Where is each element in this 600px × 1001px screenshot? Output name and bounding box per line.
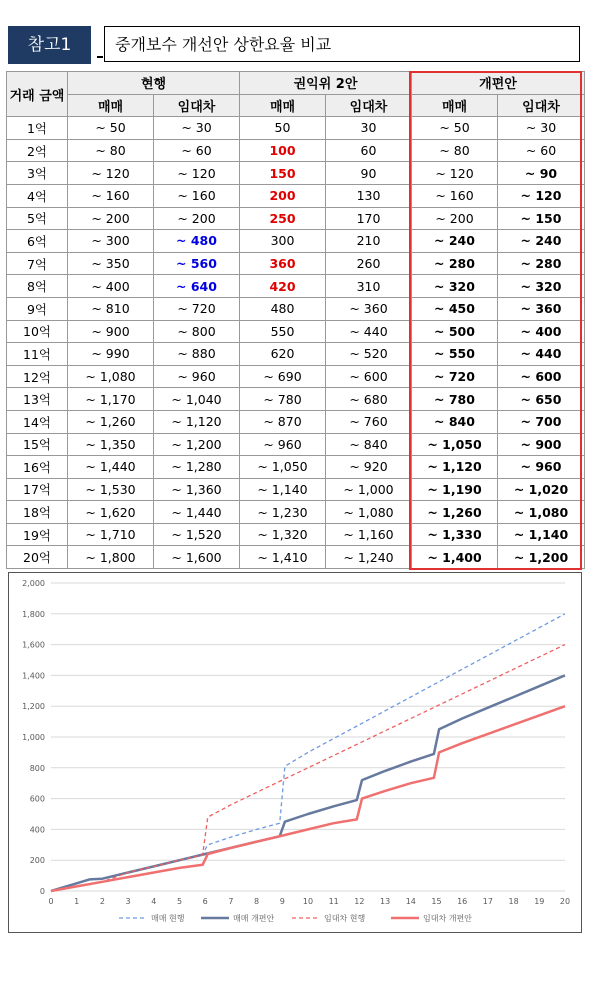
amount-cell: 4억 [7,184,68,207]
fee-cell: ~ 360 [326,297,412,320]
x-tick-label: 10 [302,897,314,906]
fee-cell: ~ 550 [412,343,498,366]
fee-cell: ~ 60 [498,139,585,162]
x-tick-label: 7 [228,897,234,906]
y-tick-label: 1,600 [22,640,45,650]
header-divider [97,56,103,58]
legend-label: 임대차 개편안 [423,914,472,923]
fee-cell: 50 [240,117,326,140]
fee-cell: 480 [240,297,326,320]
sub-header-lease: 임대차 [154,94,240,117]
fee-cell: ~ 300 [68,230,154,253]
fee-cell: ~ 900 [68,320,154,343]
amount-cell: 3억 [7,162,68,185]
fee-cell: ~ 440 [498,343,585,366]
table-row [7,230,585,253]
fee-cell: ~ 160 [154,184,240,207]
fee-cell: 130 [326,184,412,207]
x-tick-label: 5 [176,897,183,906]
table-row [7,297,585,320]
fee-cell: ~ 480 [154,230,240,253]
fee-cell: ~ 400 [68,275,154,298]
y-tick-label: 1,200 [22,702,45,712]
fee-cell: ~ 1,320 [240,523,326,546]
fee-cell: ~ 280 [498,252,585,275]
fee-cell: ~ 120 [412,162,498,185]
fee-cell: ~ 1,360 [154,478,240,501]
x-tick-label: 1 [74,897,80,906]
group-header-acrc-plan2: 권익위 2안 [240,72,412,95]
sub-header-sale: 매매 [412,94,498,117]
fee-cell: ~ 240 [498,230,585,253]
fee-cell: ~ 1,240 [326,546,412,569]
fee-cell: ~ 240 [412,230,498,253]
table-row [7,433,585,456]
fee-cell: ~ 520 [326,343,412,366]
table-row [7,456,585,479]
amount-cell: 20억 [7,546,68,569]
fee-cell: ~ 120 [68,162,154,185]
fee-cell: ~ 1,260 [412,501,498,524]
fee-cell: ~ 720 [412,365,498,388]
legend-label: 매매 개편안 [233,914,275,923]
x-tick-label: 12 [354,897,365,906]
table-row [7,365,585,388]
fee-cell: ~ 960 [498,456,585,479]
fee-cell: ~ 150 [498,207,585,230]
fee-cell: ~ 160 [412,184,498,207]
fee-cell: ~ 1,080 [68,365,154,388]
table-row [7,117,585,140]
fee-cell: ~ 500 [412,320,498,343]
amount-cell: 9억 [7,297,68,320]
fee-cell: ~ 1,040 [154,388,240,411]
y-tick-label: 800 [29,763,45,773]
fee-cell: ~ 1,440 [154,501,240,524]
fee-cell: ~ 1,000 [326,478,412,501]
fee-cell: 30 [326,117,412,140]
amount-cell: 12억 [7,365,68,388]
fee-cell: ~ 870 [240,410,326,433]
fee-cell: ~ 1,350 [68,433,154,456]
fee-cell: 310 [326,275,412,298]
fee-cell: ~ 120 [154,162,240,185]
fee-cell: 100 [240,139,326,162]
fee-cell: ~ 160 [68,184,154,207]
amount-cell: 7억 [7,252,68,275]
fee-cell: ~ 1,120 [412,456,498,479]
fee-cell: ~ 400 [498,320,585,343]
legend-label: 임대차 현행 [324,914,366,923]
fee-cell: ~ 690 [240,365,326,388]
table-row [7,162,585,185]
legend-label: 매매 현행 [151,914,185,923]
x-tick-label: 14 [405,897,416,906]
line-chart-svg [9,573,581,932]
table-row [7,343,585,366]
fee-cell: ~ 1,200 [154,433,240,456]
x-tick-label: 9 [279,897,285,906]
amount-cell: 17억 [7,478,68,501]
amount-cell: 15억 [7,433,68,456]
fee-cell: ~ 1,530 [68,478,154,501]
fee-cell: 200 [240,184,326,207]
fee-comparison-table [6,71,585,569]
x-tick-label: 8 [254,897,260,906]
fee-cell: 60 [326,139,412,162]
fee-cell: ~ 840 [326,433,412,456]
fee-cell: ~ 1,020 [498,478,585,501]
fee-cell: ~ 320 [412,275,498,298]
amount-cell: 6억 [7,230,68,253]
fee-cell: ~ 600 [326,365,412,388]
fee-cell: ~ 1,280 [154,456,240,479]
y-tick-label: 0 [39,887,45,896]
fee-cell: ~ 80 [68,139,154,162]
reference-badge: 참고1 [8,26,91,64]
y-tick-label: 400 [29,825,45,835]
fee-cell: ~ 840 [412,410,498,433]
x-tick-label: 4 [151,897,157,906]
sub-header-lease: 임대차 [326,94,412,117]
fee-cell: ~ 1,440 [68,456,154,479]
fee-cell: ~ 60 [154,139,240,162]
fee-cell: ~ 200 [154,207,240,230]
fee-cell: ~ 1,330 [412,523,498,546]
fee-cell: ~ 960 [154,365,240,388]
fee-cell: ~ 780 [240,388,326,411]
amount-cell: 18억 [7,501,68,524]
fee-cell: ~ 320 [498,275,585,298]
fee-cell: ~ 1,080 [326,501,412,524]
fee-cell: ~ 440 [326,320,412,343]
x-tick-label: 11 [328,897,339,906]
amount-cell: 8억 [7,275,68,298]
fee-cell: ~ 680 [326,388,412,411]
fee-cell: ~ 200 [68,207,154,230]
fee-cell: ~ 600 [498,365,585,388]
table-row [7,139,585,162]
fee-cell: ~ 960 [240,433,326,456]
table-row [7,388,585,411]
fee-cell: 360 [240,252,326,275]
y-tick-label: 600 [29,794,45,804]
fee-cell: ~ 120 [498,184,585,207]
group-header-reform: 개편안 [412,72,585,95]
x-tick-label: 20 [559,897,571,906]
fee-cell: ~ 1,050 [240,456,326,479]
fee-cell: ~ 30 [498,117,585,140]
amount-cell: 1억 [7,117,68,140]
sub-header-lease: 임대차 [498,94,585,117]
table-row [7,501,585,524]
fee-cell: ~ 1,620 [68,501,154,524]
fee-cell: ~ 990 [68,343,154,366]
x-tick-label: 13 [380,897,391,906]
amount-cell: 16억 [7,456,68,479]
y-tick-label: 200 [29,856,45,866]
fee-cell: ~ 1,170 [68,388,154,411]
amount-cell: 11억 [7,343,68,366]
fee-cell: 260 [326,252,412,275]
table-row [7,184,585,207]
x-tick-label: 17 [482,897,493,906]
page-title: 중개보수 개선안 상한요율 비교 [104,26,580,62]
fee-cell: ~ 50 [68,117,154,140]
amount-cell: 10억 [7,320,68,343]
fee-cell: ~ 1,410 [240,546,326,569]
fee-cell: ~ 90 [498,162,585,185]
y-tick-label: 2,000 [22,579,45,588]
fee-cell: ~ 360 [498,297,585,320]
fee-cell: ~ 1,140 [498,523,585,546]
sub-header-sale: 매매 [68,94,154,117]
fee-cell: 250 [240,207,326,230]
fee-cell: ~ 1,050 [412,433,498,456]
fee-cell: ~ 1,190 [412,478,498,501]
fee-cell: 420 [240,275,326,298]
x-tick-label: 3 [125,897,131,906]
x-tick-label: 15 [431,897,442,906]
fee-cell: ~ 1,400 [412,546,498,569]
fee-cell: ~ 1,260 [68,410,154,433]
fee-cell: ~ 640 [154,275,240,298]
fee-cell: ~ 760 [326,410,412,433]
fee-cell: 210 [326,230,412,253]
x-tick-label: 18 [508,897,519,906]
fee-cell: 150 [240,162,326,185]
fee-cell: ~ 780 [412,388,498,411]
x-tick-label: 6 [202,897,208,906]
fee-cell: ~ 1,160 [326,523,412,546]
fee-cell: ~ 350 [68,252,154,275]
x-tick-label: 19 [534,897,545,906]
fee-cell: ~ 30 [154,117,240,140]
page-header [8,26,582,66]
fee-cell: ~ 1,230 [240,501,326,524]
amount-cell: 19억 [7,523,68,546]
y-tick-label: 1,000 [22,733,45,742]
fee-cell: 300 [240,230,326,253]
fee-cell: ~ 800 [154,320,240,343]
fee-cell: ~ 880 [154,343,240,366]
fee-cell: ~ 900 [498,433,585,456]
x-tick-label: 2 [99,897,105,906]
fee-cell: ~ 1,080 [498,501,585,524]
fee-cell: 550 [240,320,326,343]
fee-cell: ~ 1,800 [68,546,154,569]
table-row [7,410,585,433]
fee-cell: ~ 920 [326,456,412,479]
fee-cell: ~ 80 [412,139,498,162]
fee-cell: ~ 700 [498,410,585,433]
table-row [7,275,585,298]
fee-cell: ~ 720 [154,297,240,320]
fee-cell: 90 [326,162,412,185]
y-tick-label: 1,400 [22,671,45,681]
table-row [7,252,585,275]
table-row [7,478,585,501]
fee-cell: ~ 1,120 [154,410,240,433]
table-row [7,207,585,230]
table-row [7,546,585,569]
table-row [7,320,585,343]
fee-cell: ~ 560 [154,252,240,275]
fee-cell: ~ 1,200 [498,546,585,569]
fee-cell: ~ 50 [412,117,498,140]
table-row [7,523,585,546]
fee-cell: ~ 650 [498,388,585,411]
fee-cell: ~ 200 [412,207,498,230]
col-header-amount: 거래 금액 [7,72,68,117]
amount-cell: 13억 [7,388,68,411]
fee-cell: ~ 450 [412,297,498,320]
fee-cell: ~ 1,710 [68,523,154,546]
fee-cell: 620 [240,343,326,366]
amount-cell: 5억 [7,207,68,230]
amount-cell: 2억 [7,139,68,162]
fee-cell: 170 [326,207,412,230]
fee-cell: ~ 1,600 [154,546,240,569]
x-tick-label: 0 [48,897,54,906]
fee-cell: ~ 280 [412,252,498,275]
fee-cell: ~ 810 [68,297,154,320]
series-line [51,614,565,891]
y-tick-label: 1,800 [22,609,45,619]
fee-cell: ~ 1,520 [154,523,240,546]
fee-cell: ~ 1,140 [240,478,326,501]
group-header-current: 현행 [68,72,240,95]
sub-header-sale: 매매 [240,94,326,117]
amount-cell: 14억 [7,410,68,433]
x-tick-label: 16 [457,897,468,906]
series-line [51,675,565,891]
fee-comparison-chart [8,572,582,933]
